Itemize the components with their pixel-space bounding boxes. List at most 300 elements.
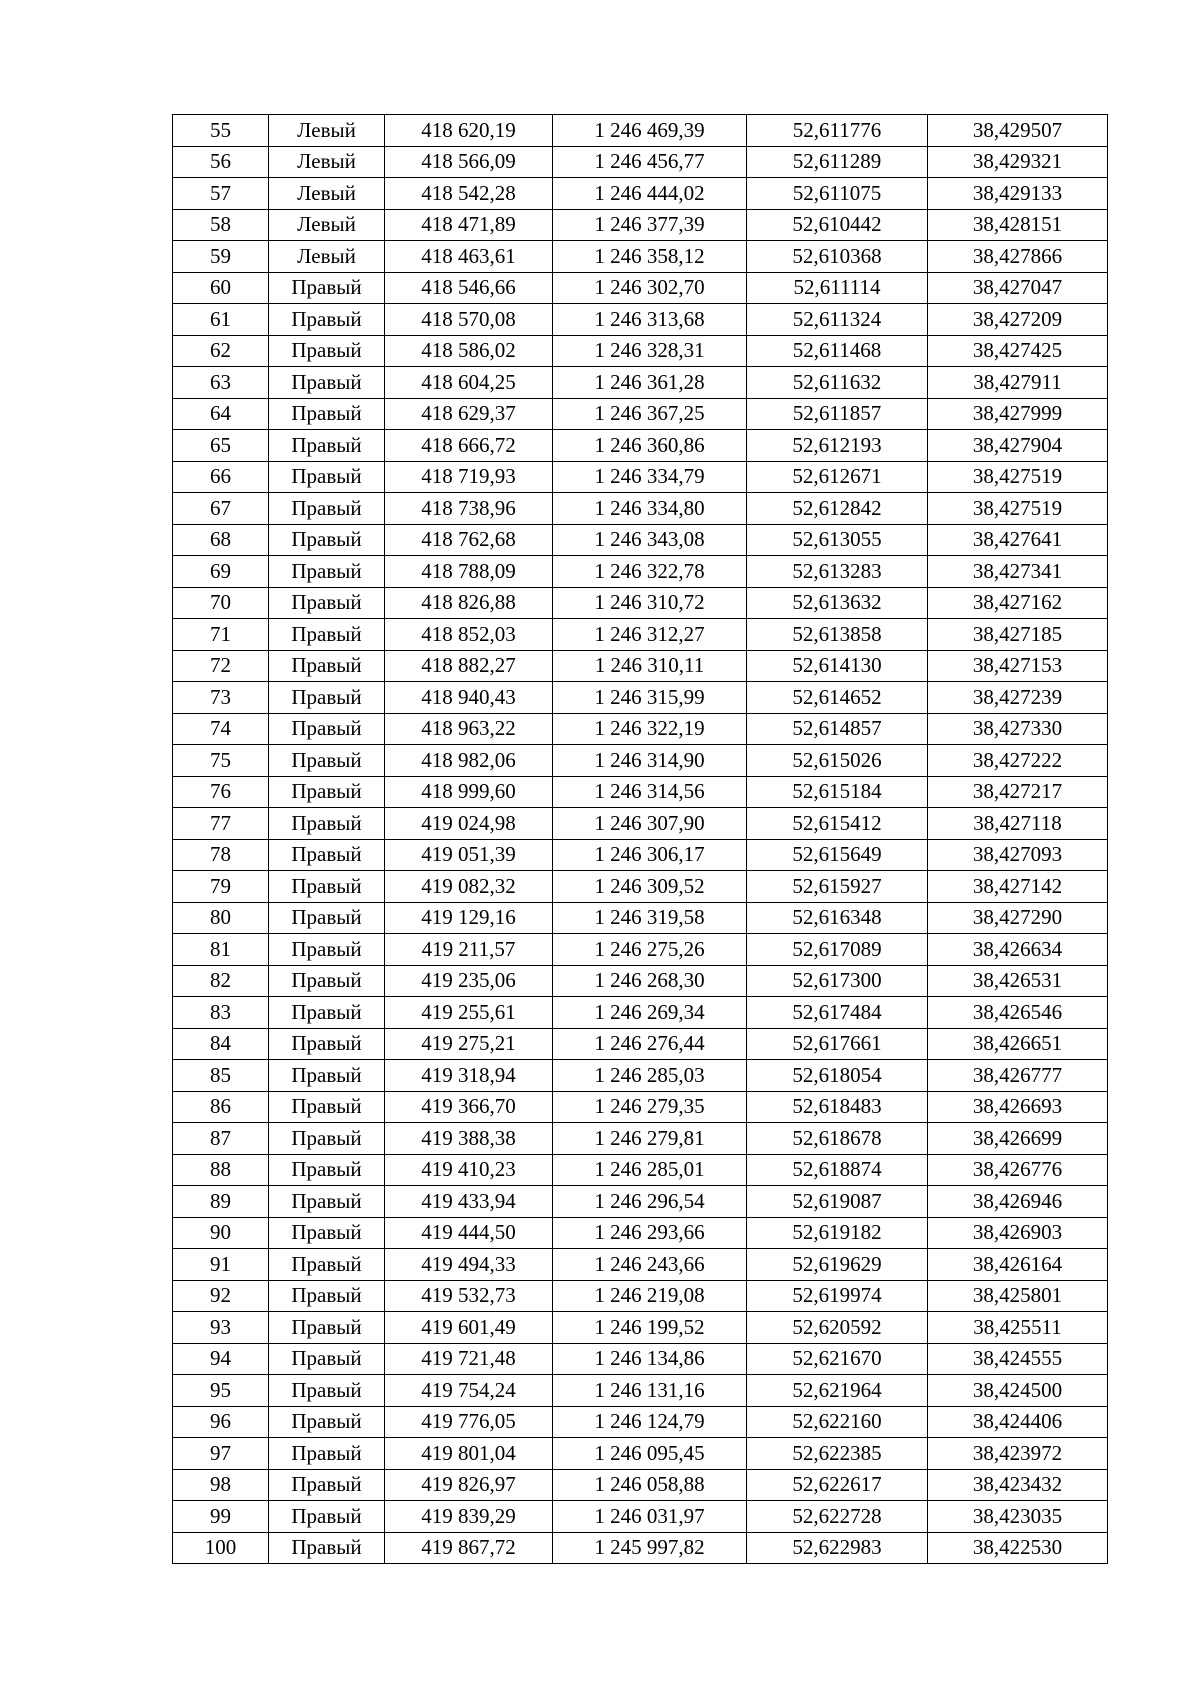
x-coordinate-cell: 418 762,68: [385, 524, 553, 556]
latitude-cell: 52,613632: [747, 587, 928, 619]
longitude-cell: 38,427222: [928, 745, 1108, 777]
point-number-cell: 93: [173, 1312, 269, 1344]
side-cell: Правый: [269, 1532, 385, 1564]
table-row: [173, 209, 1108, 241]
side-cell: Левый: [269, 178, 385, 210]
table-row: [173, 1249, 1108, 1281]
longitude-cell: 38,424500: [928, 1375, 1108, 1407]
side-cell: Правый: [269, 587, 385, 619]
longitude-cell: 38,426546: [928, 997, 1108, 1029]
y-coordinate-cell: 1 246 377,39: [553, 209, 747, 241]
point-number-cell: 87: [173, 1123, 269, 1155]
x-coordinate-cell: 419 410,23: [385, 1154, 553, 1186]
side-cell: Правый: [269, 335, 385, 367]
y-coordinate-cell: 1 246 268,30: [553, 965, 747, 997]
y-coordinate-cell: 1 246 199,52: [553, 1312, 747, 1344]
point-number-cell: 89: [173, 1186, 269, 1218]
longitude-cell: 38,427519: [928, 493, 1108, 525]
table-row: [173, 997, 1108, 1029]
longitude-cell: 38,429133: [928, 178, 1108, 210]
table-row: [173, 682, 1108, 714]
table-row: [173, 650, 1108, 682]
x-coordinate-cell: 418 852,03: [385, 619, 553, 651]
x-coordinate-cell: 419 867,72: [385, 1532, 553, 1564]
side-cell: Правый: [269, 1343, 385, 1375]
x-coordinate-cell: 418 999,60: [385, 776, 553, 808]
longitude-cell: 38,427162: [928, 587, 1108, 619]
longitude-cell: 38,427217: [928, 776, 1108, 808]
table-row: [173, 871, 1108, 903]
side-cell: Правый: [269, 1028, 385, 1060]
point-number-cell: 66: [173, 461, 269, 493]
y-coordinate-cell: 1 246 343,08: [553, 524, 747, 556]
longitude-cell: 38,426164: [928, 1249, 1108, 1281]
side-cell: Правый: [269, 650, 385, 682]
point-number-cell: 72: [173, 650, 269, 682]
table-row: [173, 587, 1108, 619]
x-coordinate-cell: 419 494,33: [385, 1249, 553, 1281]
point-number-cell: 94: [173, 1343, 269, 1375]
longitude-cell: 38,428151: [928, 209, 1108, 241]
table-row: [173, 1343, 1108, 1375]
y-coordinate-cell: 1 246 243,66: [553, 1249, 747, 1281]
longitude-cell: 38,426946: [928, 1186, 1108, 1218]
point-number-cell: 86: [173, 1091, 269, 1123]
x-coordinate-cell: 419 839,29: [385, 1501, 553, 1533]
y-coordinate-cell: 1 246 131,16: [553, 1375, 747, 1407]
longitude-cell: 38,426634: [928, 934, 1108, 966]
side-cell: Правый: [269, 745, 385, 777]
x-coordinate-cell: 418 963,22: [385, 713, 553, 745]
side-cell: Правый: [269, 524, 385, 556]
y-coordinate-cell: 1 246 315,99: [553, 682, 747, 714]
longitude-cell: 38,426651: [928, 1028, 1108, 1060]
table-row: [173, 1469, 1108, 1501]
table-row: [173, 1217, 1108, 1249]
latitude-cell: 52,613283: [747, 556, 928, 588]
y-coordinate-cell: 1 245 997,82: [553, 1532, 747, 1564]
side-cell: Правый: [269, 493, 385, 525]
x-coordinate-cell: 418 586,02: [385, 335, 553, 367]
point-number-cell: 58: [173, 209, 269, 241]
side-cell: Правый: [269, 1280, 385, 1312]
y-coordinate-cell: 1 246 358,12: [553, 241, 747, 273]
x-coordinate-cell: 419 024,98: [385, 808, 553, 840]
longitude-cell: 38,426693: [928, 1091, 1108, 1123]
x-coordinate-cell: 419 082,32: [385, 871, 553, 903]
y-coordinate-cell: 1 246 361,28: [553, 367, 747, 399]
latitude-cell: 52,617089: [747, 934, 928, 966]
longitude-cell: 38,427904: [928, 430, 1108, 462]
table-row: [173, 839, 1108, 871]
point-number-cell: 98: [173, 1469, 269, 1501]
point-number-cell: 85: [173, 1060, 269, 1092]
latitude-cell: 52,619974: [747, 1280, 928, 1312]
longitude-cell: 38,425511: [928, 1312, 1108, 1344]
table-row: [173, 398, 1108, 430]
latitude-cell: 52,620592: [747, 1312, 928, 1344]
latitude-cell: 52,616348: [747, 902, 928, 934]
side-cell: Правый: [269, 965, 385, 997]
y-coordinate-cell: 1 246 322,19: [553, 713, 747, 745]
table-row: [173, 1028, 1108, 1060]
y-coordinate-cell: 1 246 328,31: [553, 335, 747, 367]
side-cell: Правый: [269, 430, 385, 462]
table-row: [173, 934, 1108, 966]
point-number-cell: 79: [173, 871, 269, 903]
point-number-cell: 65: [173, 430, 269, 462]
table-row: [173, 902, 1108, 934]
coordinates-table-body: [173, 115, 1108, 1564]
x-coordinate-cell: 419 366,70: [385, 1091, 553, 1123]
point-number-cell: 80: [173, 902, 269, 934]
side-cell: Правый: [269, 934, 385, 966]
longitude-cell: 38,427641: [928, 524, 1108, 556]
table-row: [173, 1186, 1108, 1218]
side-cell: Правый: [269, 839, 385, 871]
side-cell: Правый: [269, 1312, 385, 1344]
longitude-cell: 38,425801: [928, 1280, 1108, 1312]
latitude-cell: 52,621964: [747, 1375, 928, 1407]
point-number-cell: 62: [173, 335, 269, 367]
point-number-cell: 73: [173, 682, 269, 714]
side-cell: Правый: [269, 1438, 385, 1470]
side-cell: Правый: [269, 1469, 385, 1501]
point-number-cell: 83: [173, 997, 269, 1029]
latitude-cell: 52,612671: [747, 461, 928, 493]
point-number-cell: 100: [173, 1532, 269, 1564]
side-cell: Правый: [269, 682, 385, 714]
latitude-cell: 52,619087: [747, 1186, 928, 1218]
y-coordinate-cell: 1 246 314,56: [553, 776, 747, 808]
y-coordinate-cell: 1 246 456,77: [553, 146, 747, 178]
y-coordinate-cell: 1 246 313,68: [553, 304, 747, 336]
y-coordinate-cell: 1 246 095,45: [553, 1438, 747, 1470]
x-coordinate-cell: 418 666,72: [385, 430, 553, 462]
side-cell: Правый: [269, 871, 385, 903]
point-number-cell: 74: [173, 713, 269, 745]
longitude-cell: 38,427118: [928, 808, 1108, 840]
latitude-cell: 52,614857: [747, 713, 928, 745]
latitude-cell: 52,617484: [747, 997, 928, 1029]
longitude-cell: 38,424406: [928, 1406, 1108, 1438]
x-coordinate-cell: 418 463,61: [385, 241, 553, 273]
x-coordinate-cell: 419 754,24: [385, 1375, 553, 1407]
point-number-cell: 77: [173, 808, 269, 840]
y-coordinate-cell: 1 246 306,17: [553, 839, 747, 871]
latitude-cell: 52,615184: [747, 776, 928, 808]
y-coordinate-cell: 1 246 058,88: [553, 1469, 747, 1501]
side-cell: Правый: [269, 808, 385, 840]
y-coordinate-cell: 1 246 367,25: [553, 398, 747, 430]
y-coordinate-cell: 1 246 275,26: [553, 934, 747, 966]
longitude-cell: 38,427866: [928, 241, 1108, 273]
longitude-cell: 38,427425: [928, 335, 1108, 367]
latitude-cell: 52,622160: [747, 1406, 928, 1438]
point-number-cell: 90: [173, 1217, 269, 1249]
latitude-cell: 52,611776: [747, 115, 928, 147]
side-cell: Правый: [269, 556, 385, 588]
side-cell: Левый: [269, 209, 385, 241]
table-row: [173, 1532, 1108, 1564]
latitude-cell: 52,611289: [747, 146, 928, 178]
point-number-cell: 84: [173, 1028, 269, 1060]
y-coordinate-cell: 1 246 309,52: [553, 871, 747, 903]
latitude-cell: 52,618874: [747, 1154, 928, 1186]
longitude-cell: 38,427153: [928, 650, 1108, 682]
table-row: [173, 1438, 1108, 1470]
point-number-cell: 75: [173, 745, 269, 777]
y-coordinate-cell: 1 246 319,58: [553, 902, 747, 934]
y-coordinate-cell: 1 246 310,72: [553, 587, 747, 619]
table-row: [173, 556, 1108, 588]
point-number-cell: 92: [173, 1280, 269, 1312]
point-number-cell: 69: [173, 556, 269, 588]
latitude-cell: 52,611324: [747, 304, 928, 336]
side-cell: Правый: [269, 902, 385, 934]
point-number-cell: 88: [173, 1154, 269, 1186]
longitude-cell: 38,427290: [928, 902, 1108, 934]
point-number-cell: 71: [173, 619, 269, 651]
x-coordinate-cell: 419 051,39: [385, 839, 553, 871]
table-row: [173, 619, 1108, 651]
longitude-cell: 38,426903: [928, 1217, 1108, 1249]
table-row: [173, 745, 1108, 777]
longitude-cell: 38,426777: [928, 1060, 1108, 1092]
longitude-cell: 38,429507: [928, 115, 1108, 147]
x-coordinate-cell: 419 275,21: [385, 1028, 553, 1060]
point-number-cell: 70: [173, 587, 269, 619]
point-number-cell: 82: [173, 965, 269, 997]
x-coordinate-cell: 418 570,08: [385, 304, 553, 336]
y-coordinate-cell: 1 246 444,02: [553, 178, 747, 210]
x-coordinate-cell: 419 388,38: [385, 1123, 553, 1155]
latitude-cell: 52,618483: [747, 1091, 928, 1123]
x-coordinate-cell: 418 788,09: [385, 556, 553, 588]
coordinates-table: [172, 114, 1108, 1564]
x-coordinate-cell: 419 801,04: [385, 1438, 553, 1470]
longitude-cell: 38,427093: [928, 839, 1108, 871]
point-number-cell: 61: [173, 304, 269, 336]
x-coordinate-cell: 419 444,50: [385, 1217, 553, 1249]
x-coordinate-cell: 419 318,94: [385, 1060, 553, 1092]
latitude-cell: 52,614130: [747, 650, 928, 682]
y-coordinate-cell: 1 246 469,39: [553, 115, 747, 147]
longitude-cell: 38,424555: [928, 1343, 1108, 1375]
longitude-cell: 38,426531: [928, 965, 1108, 997]
table-row: [173, 430, 1108, 462]
y-coordinate-cell: 1 246 334,79: [553, 461, 747, 493]
point-number-cell: 76: [173, 776, 269, 808]
latitude-cell: 52,611468: [747, 335, 928, 367]
y-coordinate-cell: 1 246 314,90: [553, 745, 747, 777]
latitude-cell: 52,612842: [747, 493, 928, 525]
point-number-cell: 78: [173, 839, 269, 871]
x-coordinate-cell: 418 604,25: [385, 367, 553, 399]
y-coordinate-cell: 1 246 134,86: [553, 1343, 747, 1375]
side-cell: Правый: [269, 1406, 385, 1438]
side-cell: Левый: [269, 241, 385, 273]
longitude-cell: 38,426699: [928, 1123, 1108, 1155]
table-row: [173, 493, 1108, 525]
longitude-cell: 38,423432: [928, 1469, 1108, 1501]
table-row: [173, 713, 1108, 745]
latitude-cell: 52,622617: [747, 1469, 928, 1501]
table-row: [173, 1406, 1108, 1438]
side-cell: Правый: [269, 713, 385, 745]
latitude-cell: 52,618678: [747, 1123, 928, 1155]
x-coordinate-cell: 418 826,88: [385, 587, 553, 619]
x-coordinate-cell: 418 546,66: [385, 272, 553, 304]
longitude-cell: 38,427330: [928, 713, 1108, 745]
table-row: [173, 1280, 1108, 1312]
side-cell: Правый: [269, 1091, 385, 1123]
point-number-cell: 99: [173, 1501, 269, 1533]
table-row: [173, 272, 1108, 304]
x-coordinate-cell: 418 940,43: [385, 682, 553, 714]
x-coordinate-cell: 419 776,05: [385, 1406, 553, 1438]
point-number-cell: 97: [173, 1438, 269, 1470]
x-coordinate-cell: 418 471,89: [385, 209, 553, 241]
latitude-cell: 52,611114: [747, 272, 928, 304]
x-coordinate-cell: 419 129,16: [385, 902, 553, 934]
latitude-cell: 52,622983: [747, 1532, 928, 1564]
latitude-cell: 52,611632: [747, 367, 928, 399]
latitude-cell: 52,615927: [747, 871, 928, 903]
x-coordinate-cell: 419 255,61: [385, 997, 553, 1029]
side-cell: Правый: [269, 776, 385, 808]
table-row: [173, 461, 1108, 493]
y-coordinate-cell: 1 246 279,81: [553, 1123, 747, 1155]
y-coordinate-cell: 1 246 296,54: [553, 1186, 747, 1218]
y-coordinate-cell: 1 246 310,11: [553, 650, 747, 682]
side-cell: Правый: [269, 304, 385, 336]
y-coordinate-cell: 1 246 031,97: [553, 1501, 747, 1533]
table-row: [173, 1375, 1108, 1407]
y-coordinate-cell: 1 246 334,80: [553, 493, 747, 525]
longitude-cell: 38,427341: [928, 556, 1108, 588]
x-coordinate-cell: 418 738,96: [385, 493, 553, 525]
table-row: [173, 1312, 1108, 1344]
side-cell: Правый: [269, 619, 385, 651]
latitude-cell: 52,621670: [747, 1343, 928, 1375]
table-row: [173, 808, 1108, 840]
point-number-cell: 96: [173, 1406, 269, 1438]
side-cell: Правый: [269, 1375, 385, 1407]
latitude-cell: 52,615412: [747, 808, 928, 840]
point-number-cell: 67: [173, 493, 269, 525]
longitude-cell: 38,427142: [928, 871, 1108, 903]
x-coordinate-cell: 418 629,37: [385, 398, 553, 430]
side-cell: Правый: [269, 1501, 385, 1533]
table-row: [173, 304, 1108, 336]
x-coordinate-cell: 418 882,27: [385, 650, 553, 682]
side-cell: Правый: [269, 272, 385, 304]
longitude-cell: 38,429321: [928, 146, 1108, 178]
y-coordinate-cell: 1 246 312,27: [553, 619, 747, 651]
side-cell: Правый: [269, 1060, 385, 1092]
table-row: [173, 367, 1108, 399]
x-coordinate-cell: 419 532,73: [385, 1280, 553, 1312]
x-coordinate-cell: 419 211,57: [385, 934, 553, 966]
longitude-cell: 38,427047: [928, 272, 1108, 304]
side-cell: Правый: [269, 367, 385, 399]
x-coordinate-cell: 418 719,93: [385, 461, 553, 493]
latitude-cell: 52,617300: [747, 965, 928, 997]
latitude-cell: 52,619629: [747, 1249, 928, 1281]
point-number-cell: 91: [173, 1249, 269, 1281]
latitude-cell: 52,613858: [747, 619, 928, 651]
latitude-cell: 52,611075: [747, 178, 928, 210]
y-coordinate-cell: 1 246 360,86: [553, 430, 747, 462]
point-number-cell: 57: [173, 178, 269, 210]
latitude-cell: 52,615026: [747, 745, 928, 777]
x-coordinate-cell: 419 826,97: [385, 1469, 553, 1501]
side-cell: Правый: [269, 1186, 385, 1218]
longitude-cell: 38,423972: [928, 1438, 1108, 1470]
x-coordinate-cell: 419 721,48: [385, 1343, 553, 1375]
point-number-cell: 63: [173, 367, 269, 399]
x-coordinate-cell: 418 542,28: [385, 178, 553, 210]
latitude-cell: 52,614652: [747, 682, 928, 714]
side-cell: Правый: [269, 997, 385, 1029]
point-number-cell: 68: [173, 524, 269, 556]
side-cell: Правый: [269, 461, 385, 493]
longitude-cell: 38,427999: [928, 398, 1108, 430]
side-cell: Правый: [269, 1123, 385, 1155]
latitude-cell: 52,613055: [747, 524, 928, 556]
side-cell: Левый: [269, 115, 385, 147]
x-coordinate-cell: 419 433,94: [385, 1186, 553, 1218]
longitude-cell: 38,427239: [928, 682, 1108, 714]
longitude-cell: 38,423035: [928, 1501, 1108, 1533]
point-number-cell: 60: [173, 272, 269, 304]
table-row: [173, 524, 1108, 556]
longitude-cell: 38,422530: [928, 1532, 1108, 1564]
table-row: [173, 146, 1108, 178]
table-row: [173, 1060, 1108, 1092]
y-coordinate-cell: 1 246 279,35: [553, 1091, 747, 1123]
point-number-cell: 95: [173, 1375, 269, 1407]
y-coordinate-cell: 1 246 302,70: [553, 272, 747, 304]
longitude-cell: 38,426776: [928, 1154, 1108, 1186]
table-row: [173, 776, 1108, 808]
y-coordinate-cell: 1 246 124,79: [553, 1406, 747, 1438]
point-number-cell: 56: [173, 146, 269, 178]
y-coordinate-cell: 1 246 219,08: [553, 1280, 747, 1312]
longitude-cell: 38,427185: [928, 619, 1108, 651]
y-coordinate-cell: 1 246 285,03: [553, 1060, 747, 1092]
latitude-cell: 52,610368: [747, 241, 928, 273]
longitude-cell: 38,427519: [928, 461, 1108, 493]
latitude-cell: 52,611857: [747, 398, 928, 430]
table-row: [173, 1154, 1108, 1186]
latitude-cell: 52,612193: [747, 430, 928, 462]
latitude-cell: 52,622728: [747, 1501, 928, 1533]
latitude-cell: 52,617661: [747, 1028, 928, 1060]
table-row: [173, 1501, 1108, 1533]
longitude-cell: 38,427911: [928, 367, 1108, 399]
side-cell: Правый: [269, 398, 385, 430]
x-coordinate-cell: 418 566,09: [385, 146, 553, 178]
longitude-cell: 38,427209: [928, 304, 1108, 336]
latitude-cell: 52,610442: [747, 209, 928, 241]
side-cell: Левый: [269, 146, 385, 178]
table-row: [173, 335, 1108, 367]
table-row: [173, 115, 1108, 147]
point-number-cell: 64: [173, 398, 269, 430]
side-cell: Правый: [269, 1249, 385, 1281]
